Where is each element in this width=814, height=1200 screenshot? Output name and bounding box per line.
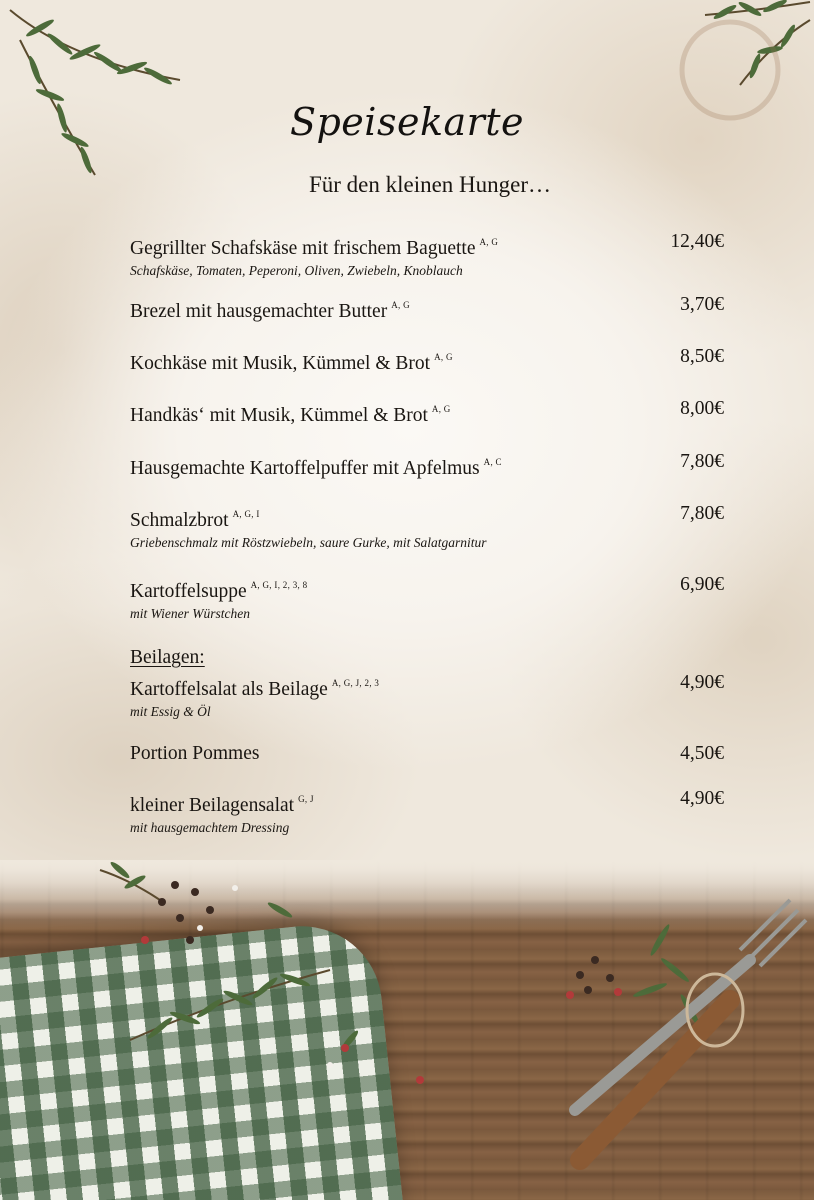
item-allergens: A, G bbox=[391, 300, 410, 310]
item-description: Schafskäse, Tomaten, Peperoni, Oliven, Zwiebeln, Knoblauch bbox=[130, 263, 463, 278]
item-name: Kochkäse mit Musik, Kümmel & Brot bbox=[130, 353, 431, 374]
item-price: 7,80€ bbox=[680, 503, 724, 524]
menu-item bbox=[130, 293, 724, 324]
menu-item bbox=[130, 397, 724, 428]
item-name: kleiner Beilagensalat bbox=[130, 795, 295, 816]
item-allergens: A, G, I, 2, 3, 8 bbox=[250, 580, 308, 590]
item-name: Handkäs‘ mit Musik, Kümmel & Brot bbox=[130, 405, 428, 426]
item-allergens: A, G bbox=[431, 404, 451, 414]
item-allergens: A, G bbox=[479, 237, 499, 247]
item-allergens: G, J bbox=[298, 794, 314, 804]
item-allergens: A, G, I bbox=[232, 509, 260, 519]
item-allergens: A, C bbox=[483, 457, 502, 467]
item-name: Kartoffelsalat als Beilage bbox=[130, 679, 328, 700]
item-price: 4,90€ bbox=[680, 672, 724, 693]
item-allergens: A, G, J, 2, 3 bbox=[331, 678, 380, 688]
item-price: 3,70€ bbox=[680, 294, 724, 315]
item-price: 12,40€ bbox=[670, 231, 724, 252]
item-name: Brezel mit hausgemachter Butter bbox=[130, 301, 388, 322]
menu-item bbox=[130, 502, 724, 551]
item-allergens: A, G bbox=[434, 352, 453, 362]
rosemary-sprig-bottom-icon bbox=[100, 840, 520, 1100]
item-price: 7,80€ bbox=[680, 451, 724, 472]
menu-subtitle: Für den kleinen Hunger… bbox=[308, 172, 552, 197]
cutlery-bundle-icon bbox=[540, 880, 814, 1200]
menu-title: Speisekarte bbox=[289, 100, 525, 144]
item-name: Kartoffelsuppe bbox=[130, 581, 247, 602]
item-description: mit Essig & Öl bbox=[130, 704, 211, 719]
menu-item bbox=[130, 742, 724, 766]
item-price: 6,90€ bbox=[680, 574, 724, 595]
item-description: mit hausgemachtem Dressing bbox=[130, 820, 290, 835]
item-price: 4,50€ bbox=[680, 743, 724, 764]
item-price: 8,50€ bbox=[680, 346, 724, 367]
menu-item bbox=[130, 450, 724, 481]
menu-item bbox=[130, 671, 724, 720]
section-heading-beilagen: Beilagen: bbox=[130, 647, 205, 668]
item-name: Portion Pommes bbox=[130, 743, 260, 764]
menu-item bbox=[130, 787, 724, 836]
item-price: 8,00€ bbox=[680, 398, 724, 419]
item-description: mit Wiener Würstchen bbox=[130, 606, 250, 621]
menu-item bbox=[130, 230, 724, 279]
item-price: 4,90€ bbox=[680, 788, 724, 809]
item-name: Schmalzbrot bbox=[130, 510, 229, 531]
item-name: Hausgemachte Kartoffelpuffer mit Apfelmus bbox=[130, 458, 480, 479]
menu-item bbox=[130, 573, 724, 622]
item-description: Griebenschmalz mit Röstzwiebeln, saure Gurke, mit Salatgarnitur bbox=[130, 535, 487, 550]
menu-item bbox=[130, 345, 724, 376]
item-name: Gegrillter Schafskäse mit frischem Baguette bbox=[130, 238, 476, 259]
